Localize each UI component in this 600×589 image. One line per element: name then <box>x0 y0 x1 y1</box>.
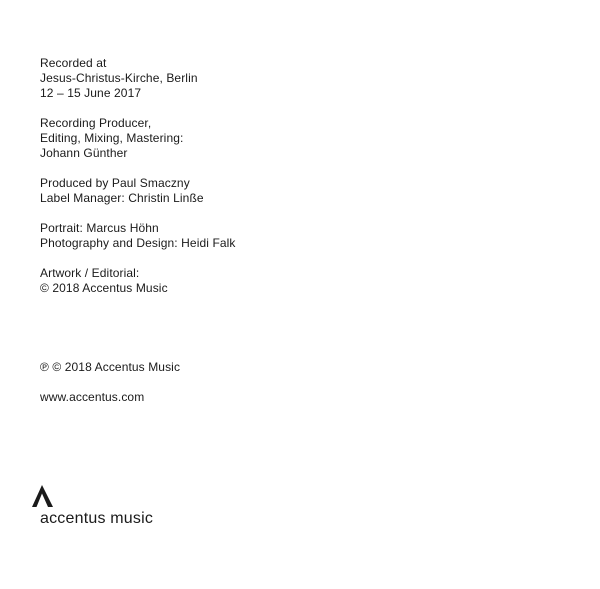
produced-by-credit: Produced by Paul Smaczny <box>40 176 190 190</box>
accentus-a-icon <box>30 484 54 508</box>
production-block <box>40 176 560 206</box>
phonographic-copyright: ℗ © 2018 Accentus Music <box>40 360 181 374</box>
recording-dates: 12 – 15 June 2017 <box>40 86 142 100</box>
website-block <box>40 390 560 405</box>
copyright-section <box>40 360 560 420</box>
portrait-credit: Portrait: Marcus Höhn <box>40 221 159 235</box>
recorded-at-label: Recorded at <box>40 56 107 70</box>
accentus-logo <box>30 484 190 534</box>
credits-section <box>40 56 560 311</box>
phonographic-copyright-block <box>40 360 560 375</box>
photography-block <box>40 221 560 251</box>
artwork-editorial-label: Artwork / Editorial: <box>40 266 140 280</box>
editing-mixing-mastering-label: Editing, Mixing, Mastering: <box>40 131 184 145</box>
label-manager-credit: Label Manager: Christin Linße <box>40 191 204 205</box>
artwork-copyright: © 2018 Accentus Music <box>40 281 168 295</box>
recording-producer-block <box>40 116 560 161</box>
recording-venue: Jesus-Christus-Kirche, Berlin <box>40 71 198 85</box>
photography-design-credit: Photography and Design: Heidi Falk <box>40 236 236 250</box>
artwork-block <box>40 266 560 296</box>
recording-producer-name: Johann Günther <box>40 146 128 160</box>
recording-location-block <box>40 56 560 101</box>
logo-wordmark: accentus music <box>40 510 154 527</box>
website-url: www.accentus.com <box>40 390 145 404</box>
recording-producer-label: Recording Producer, <box>40 116 152 130</box>
